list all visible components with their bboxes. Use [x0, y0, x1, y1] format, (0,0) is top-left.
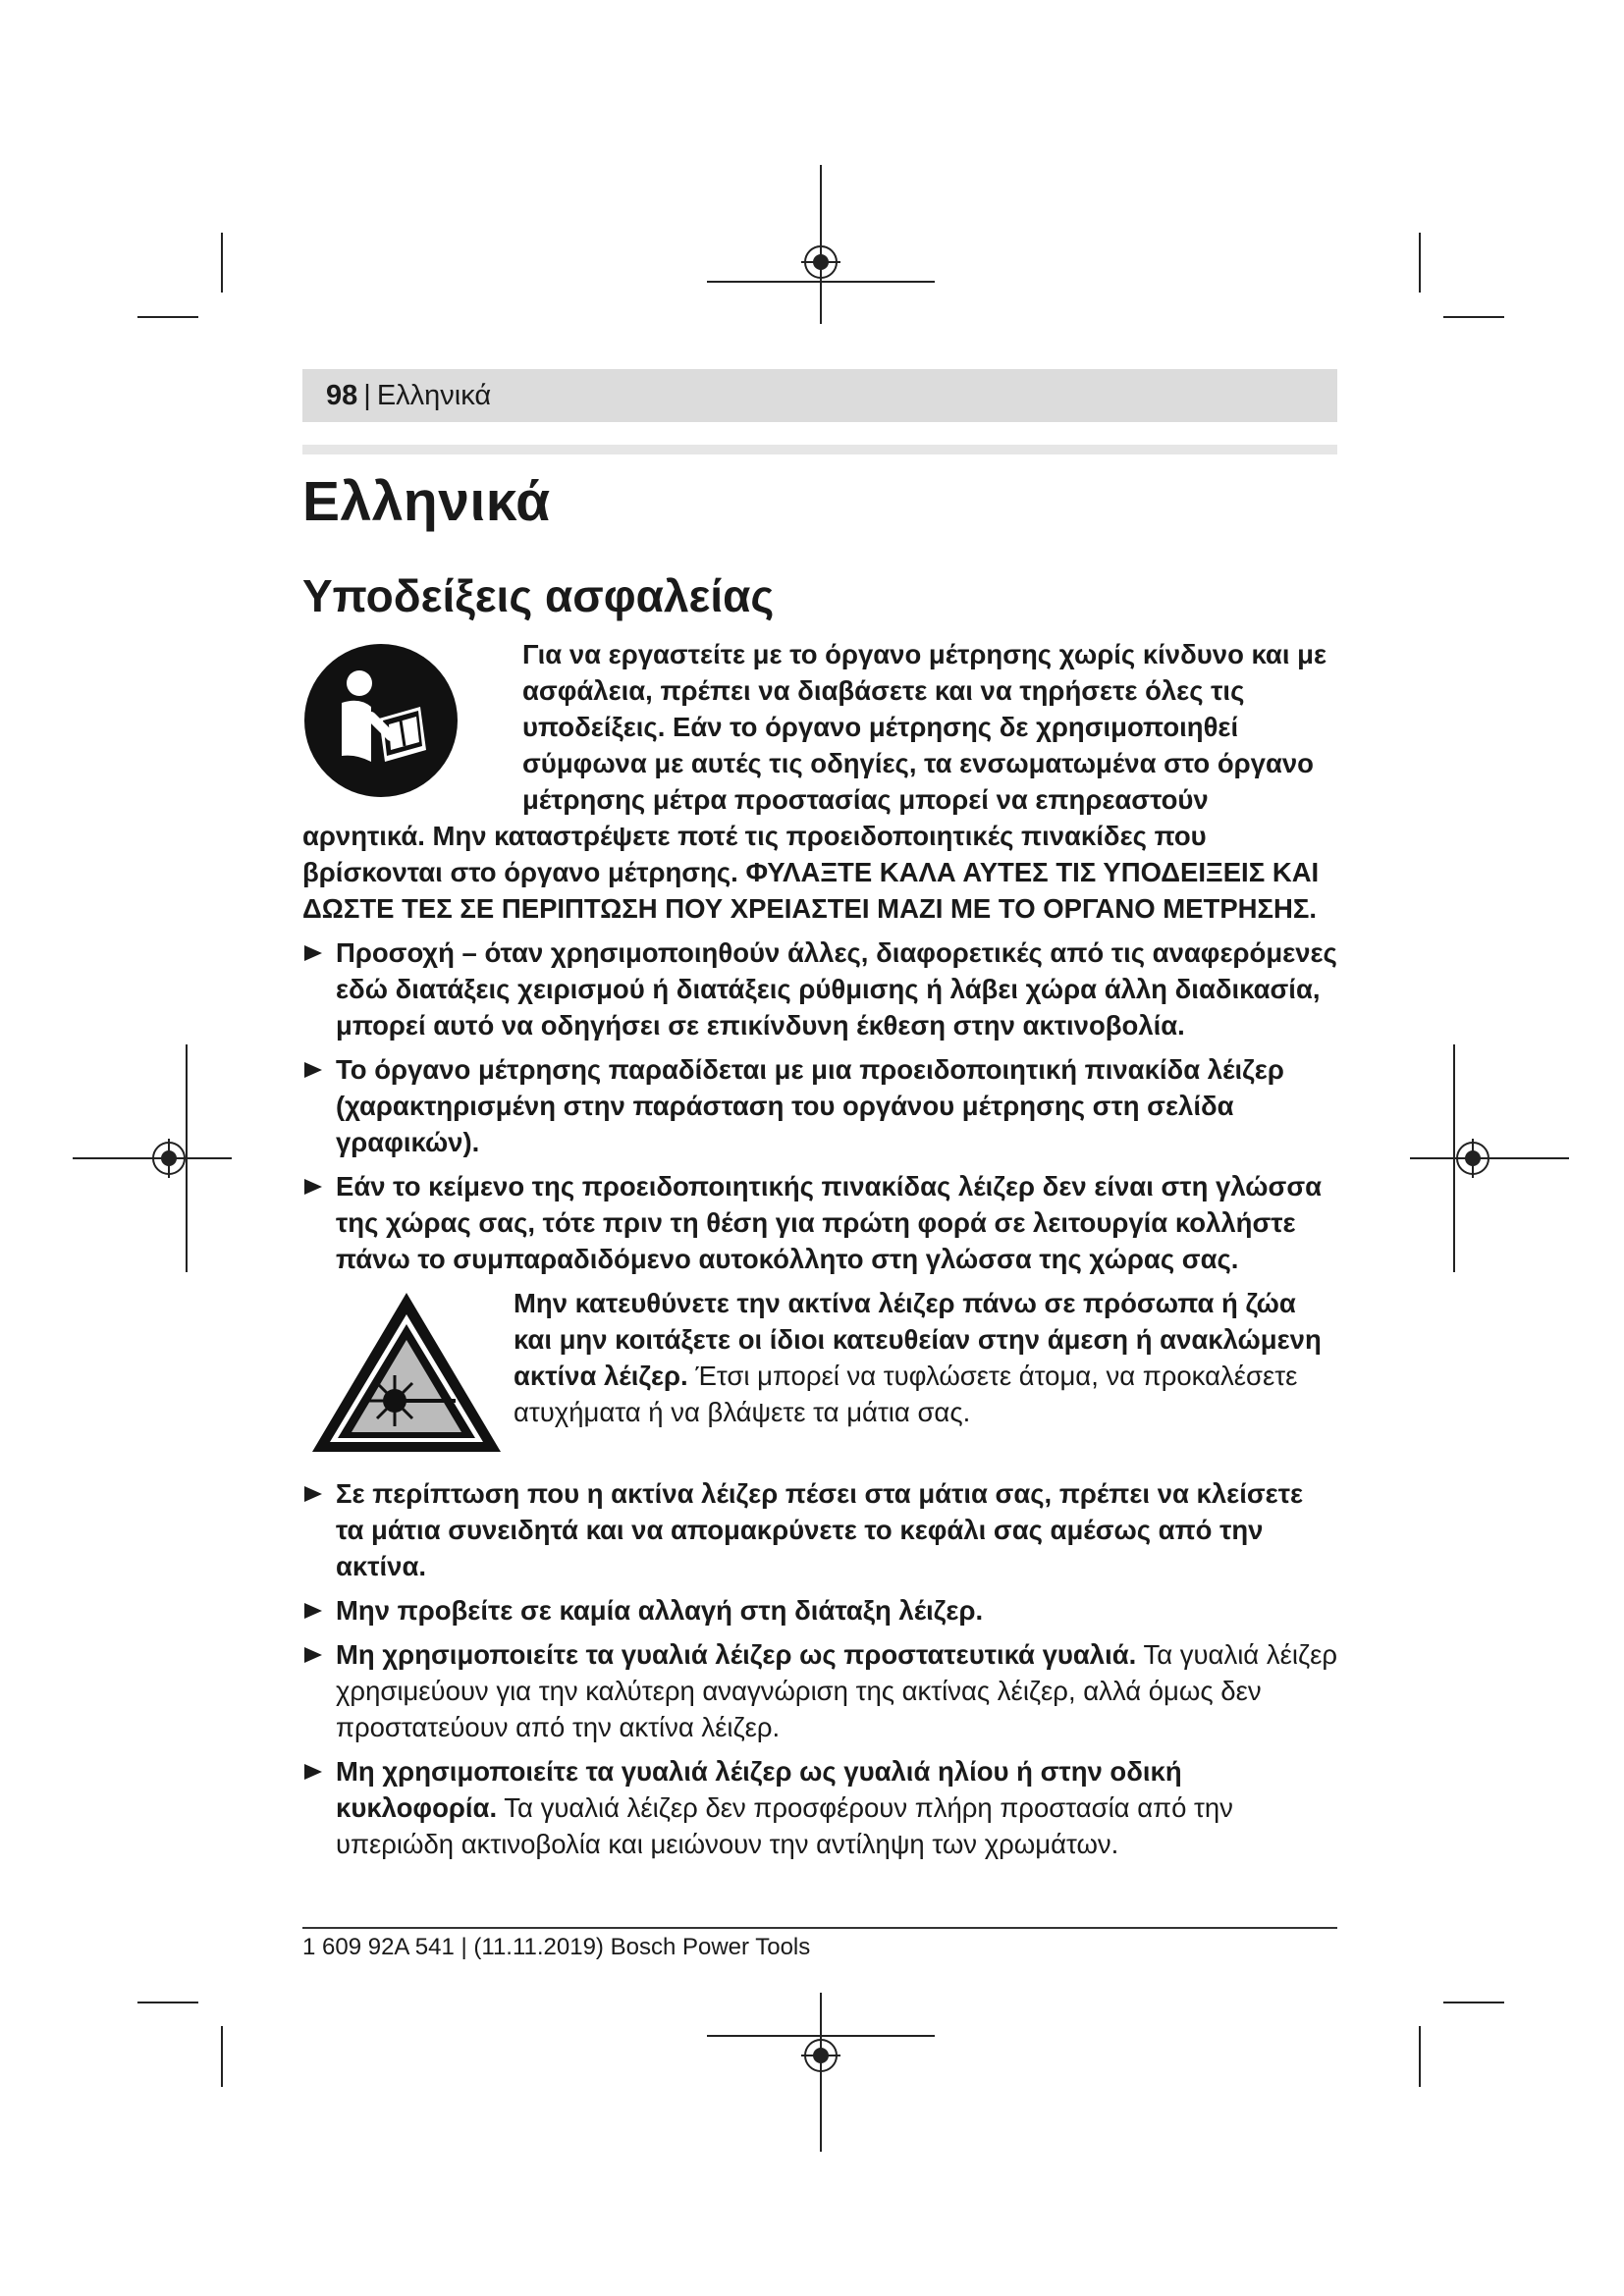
intro-text: Για να εργαστείτε με το όργανο μέτρησης χωρίς κίνδυνο και με ασφάλεια, πρέπει να διαβάσετε και να τηρήσετε όλες τις υποδείξεις. Εάν το όργανο μέτρησης δε χρησιμοποιηθεί σύμφωνα με αυτές τις οδηγίες, τα ενσωματωμένα στο όργανο μέτρησης μέτρα προστασίας μπορεί να επηρεαστούν αρνητικά. Μην καταστρέψετε ποτέ τις προειδοποιητικές πινακίδες που βρίσκονται στο όργανο μέτρησης. ΦΥΛΑΞΤΕ ΚΑΛΑ ΑΥΤΕΣ ΤΙΣ ΥΠΟΔΕΙΞΕΙΣ ΚΑΙ ΔΩΣΤΕ ΤΕΣ ΣΕ ΠΕΡΙΠΤΩΣΗ ΠΟΥ ΧΡΕΙΑΣΤΕΙ ΜΑΖΙ ΜΕ ΤΟ ΟΡΓΑΝΟ ΜΕΤΡΗΣΗΣ. [302, 639, 1326, 924]
footer-rule [302, 1927, 1337, 1929]
header-separator: | [363, 379, 371, 411]
intro-block [302, 636, 1337, 927]
bullet-triangle-icon [304, 1062, 322, 1078]
bullet-list-a [302, 934, 1337, 1277]
list-item [302, 934, 1337, 1043]
list-item-normal: Τα γυαλιά λέιζερ δεν προσφέρουν πλήρη προστασία από την υπεριώδη ακτινοβολία και μειώνουν την αντίληψη των χρωμάτων. [336, 1792, 1233, 1859]
bullet-triangle-icon [304, 1603, 322, 1619]
laser-warning-icon [308, 1289, 505, 1456]
bullet-triangle-icon [304, 1647, 322, 1663]
read-manual-icon [302, 642, 460, 799]
list-item-bold: Μη χρησιμοποιείτε τα γυαλιά λέιζερ ως προστατευτικά γυαλιά. [336, 1639, 1137, 1670]
footer-text: 1 609 92A 541 | (11.11.2019) Bosch Power Tools [302, 1934, 811, 1960]
list-item [302, 1475, 1337, 1584]
list-item [302, 1051, 1337, 1160]
bullet-triangle-icon [304, 1179, 322, 1195]
page-title: Ελληνικά [302, 470, 551, 533]
list-item-bold: Σε περίπτωση που η ακτίνα λέιζερ πέσει στα μάτια σας, πρέπει να κλείσετε τα μάτια συνειδητά και να απομακρύνετε το κεφάλι σας αμέσως από την ακτίνα. [336, 1478, 1304, 1581]
list-item-text: Εάν το κείμενο της προειδοποιητικής πινακίδας λέιζερ δεν είναι στη γλώσσα της χώρας σας, τότε πριν τη θέση για πρώτη φορά σε λειτουργία κολλήστε πάνω το συμπαραδιδόμενο αυτοκόλλητο στη γλώσσα της χώρας σας. [336, 1171, 1323, 1274]
bullet-triangle-icon [304, 1764, 322, 1780]
list-item [302, 1636, 1337, 1745]
bullet-list-b [302, 1475, 1337, 1862]
header-language: Ελληνικά [376, 379, 492, 411]
bullet-triangle-icon [304, 945, 322, 961]
safety-content [302, 636, 1337, 1870]
page-header [302, 369, 1337, 422]
laser-warning-block [302, 1285, 1337, 1452]
bullet-triangle-icon [304, 1486, 322, 1502]
laser-warning-normal: Έτσι μπορεί να τυφλώσετε άτομα, να προκαλέσετε ατυχήματα ή να βλάψετε τα μάτια σας. [514, 1361, 1298, 1427]
laser-warning-text [514, 1285, 1337, 1430]
list-item [302, 1592, 1337, 1629]
list-item-text: Προσοχή – όταν χρησιμοποιηθούν άλλες, διαφορετικές από τις αναφερόμενες εδώ διατάξεις χειρισμού ή διατάξεις ρύθμισης ή λάβει χώρα άλλη διαδικασία, μπορεί αυτό να οδηγήσει σε επικίνδυνη έκθεση στην ακτινοβολία. [336, 937, 1337, 1041]
laser-warning-bold: Μην κατευθύνετε την ακτίνα λέιζερ πάνω σε πρόσωπα ή ζώα και μην κοιτάξετε οι ίδιοι κατευθείαν στην άμεση ή ανακλώμενη ακτίνα λέιζερ. [514, 1288, 1322, 1391]
list-item-text: Το όργανο μέτρησης παραδίδεται με μια προειδοποιητική πινακίδα λέιζερ (χαρακτηρισμένη στην παράσταση του οργάνου μέτρησης στη σελίδα γραφικών). [336, 1054, 1284, 1157]
section-title: Υποδείξεις ασφαλείας [302, 570, 775, 621]
list-item [302, 1753, 1337, 1862]
page-number: 98 [326, 379, 358, 411]
list-item [302, 1168, 1337, 1277]
header-rule [302, 445, 1337, 454]
list-item-bold: Μη χρησιμοποιείτε τα γυαλιά λέιζερ ως γυαλιά ηλίου ή στην οδική κυκλοφορία. [336, 1756, 1182, 1823]
list-item-bold: Μην προβείτε σε καμία αλλαγή στη διάταξη λέιζερ. [336, 1595, 984, 1626]
list-item-normal: Τα γυαλιά λέιζερ χρησιμεύουν για την καλύτερη αναγνώριση της ακτίνας λέιζερ, αλλά όμως δεν προστατεύουν από την ακτίνα λέιζερ. [336, 1639, 1337, 1742]
